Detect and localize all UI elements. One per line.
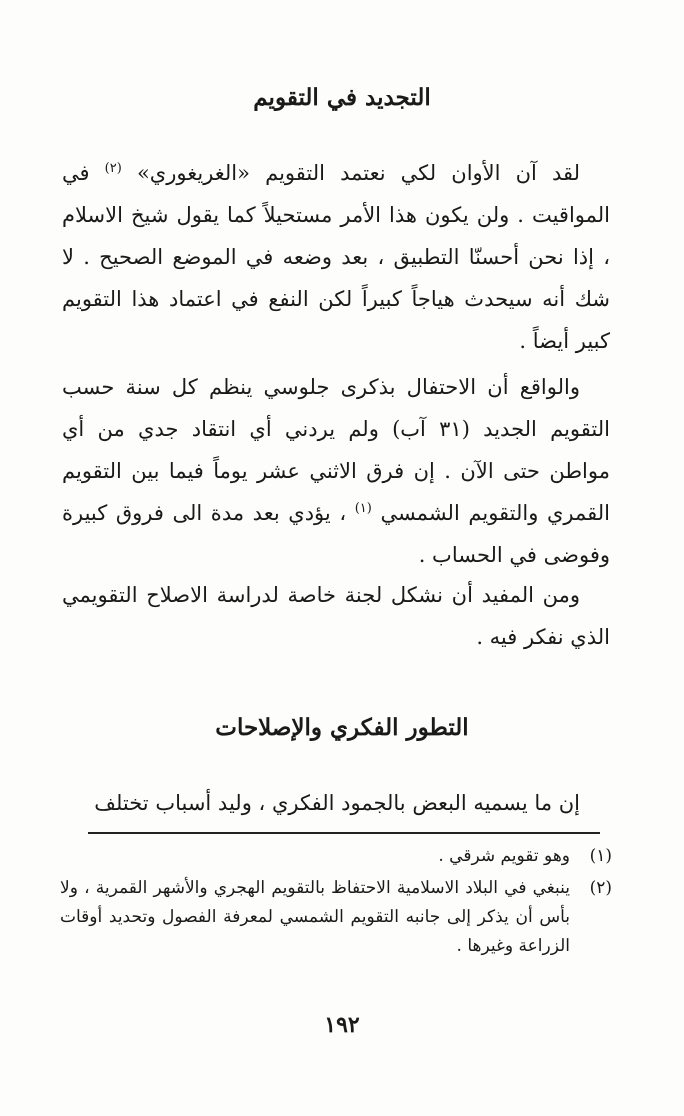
footnote-ref-2: (٢) <box>104 161 122 176</box>
paragraph-accession-celebration <box>62 366 610 576</box>
footnote-text: ينبغي في البلاد الاسلامية الاحتفاظ بالتقويم الهجري والأشهر القمرية ، ولا بأس أن يذكر إلى جانبه التقويم الشمسي لمعرفة الفصول وتحديد أوقات الزراعة وغيرها . <box>60 878 570 956</box>
section-heading-intellectual-development: التطور الفكري والإصلاحات <box>215 714 469 741</box>
paragraph-text: ، يؤدي بعد مدة الى فروق كبيرة وفوضى في الحساب . <box>62 501 610 567</box>
paragraph-text: في المواقيت . ولن يكون هذا الأمر مستحيلاً كما يقول شيخ الاسلام ، إذا نحن أحسنّا التطبيق ، بعد وضعه في الموضع الصحيح . لا شك أنه سيحدث هياجاً كبيراً لكن النفع في اعتماد هذا التقويم كبير أيضاً . <box>62 161 610 353</box>
paragraph-text: ومن المفيد أن نشكل لجنة خاصة لدراسة الاصلاح التقويمي الذي نفكر فيه . <box>62 583 610 649</box>
footnote-1 <box>60 842 612 871</box>
footnote-2 <box>60 874 612 961</box>
footnotes <box>60 842 612 964</box>
paragraph-text: والواقع أن الاحتفال بذكرى جلوسي ينظم كل سنة حسب التقويم الجديد (٣١ آب) ولم يردني أي انتقاد جدي من أي مواطن حتى الآن . إن فرق الاثني عشر يوماً فيما بين التقويم القمري والتقويم الشمسي <box>62 375 610 525</box>
footnote-ref-1: (١) <box>354 501 372 516</box>
paragraph-intellectual-stagnation <box>62 782 610 824</box>
paragraph-calendar-adoption <box>62 152 610 362</box>
paragraph-committee <box>62 574 610 658</box>
footnote-number: (٢) <box>589 878 612 898</box>
footnote-separator <box>88 832 600 834</box>
paragraph-text: لقد آن الأوان لكي نعتمد التقويم «الغريغوري» <box>136 161 580 185</box>
paragraph-text: إن ما يسميه البعض بالجمود الفكري ، وليد أسباب تختلف <box>94 791 580 815</box>
footnote-text: وهو تقويم شرقي . <box>438 846 570 866</box>
footnote-number: (١) <box>589 846 612 866</box>
page-number: ١٩٢ <box>324 1012 360 1038</box>
section-heading-calendar: التجديد في التقويم <box>253 84 431 111</box>
